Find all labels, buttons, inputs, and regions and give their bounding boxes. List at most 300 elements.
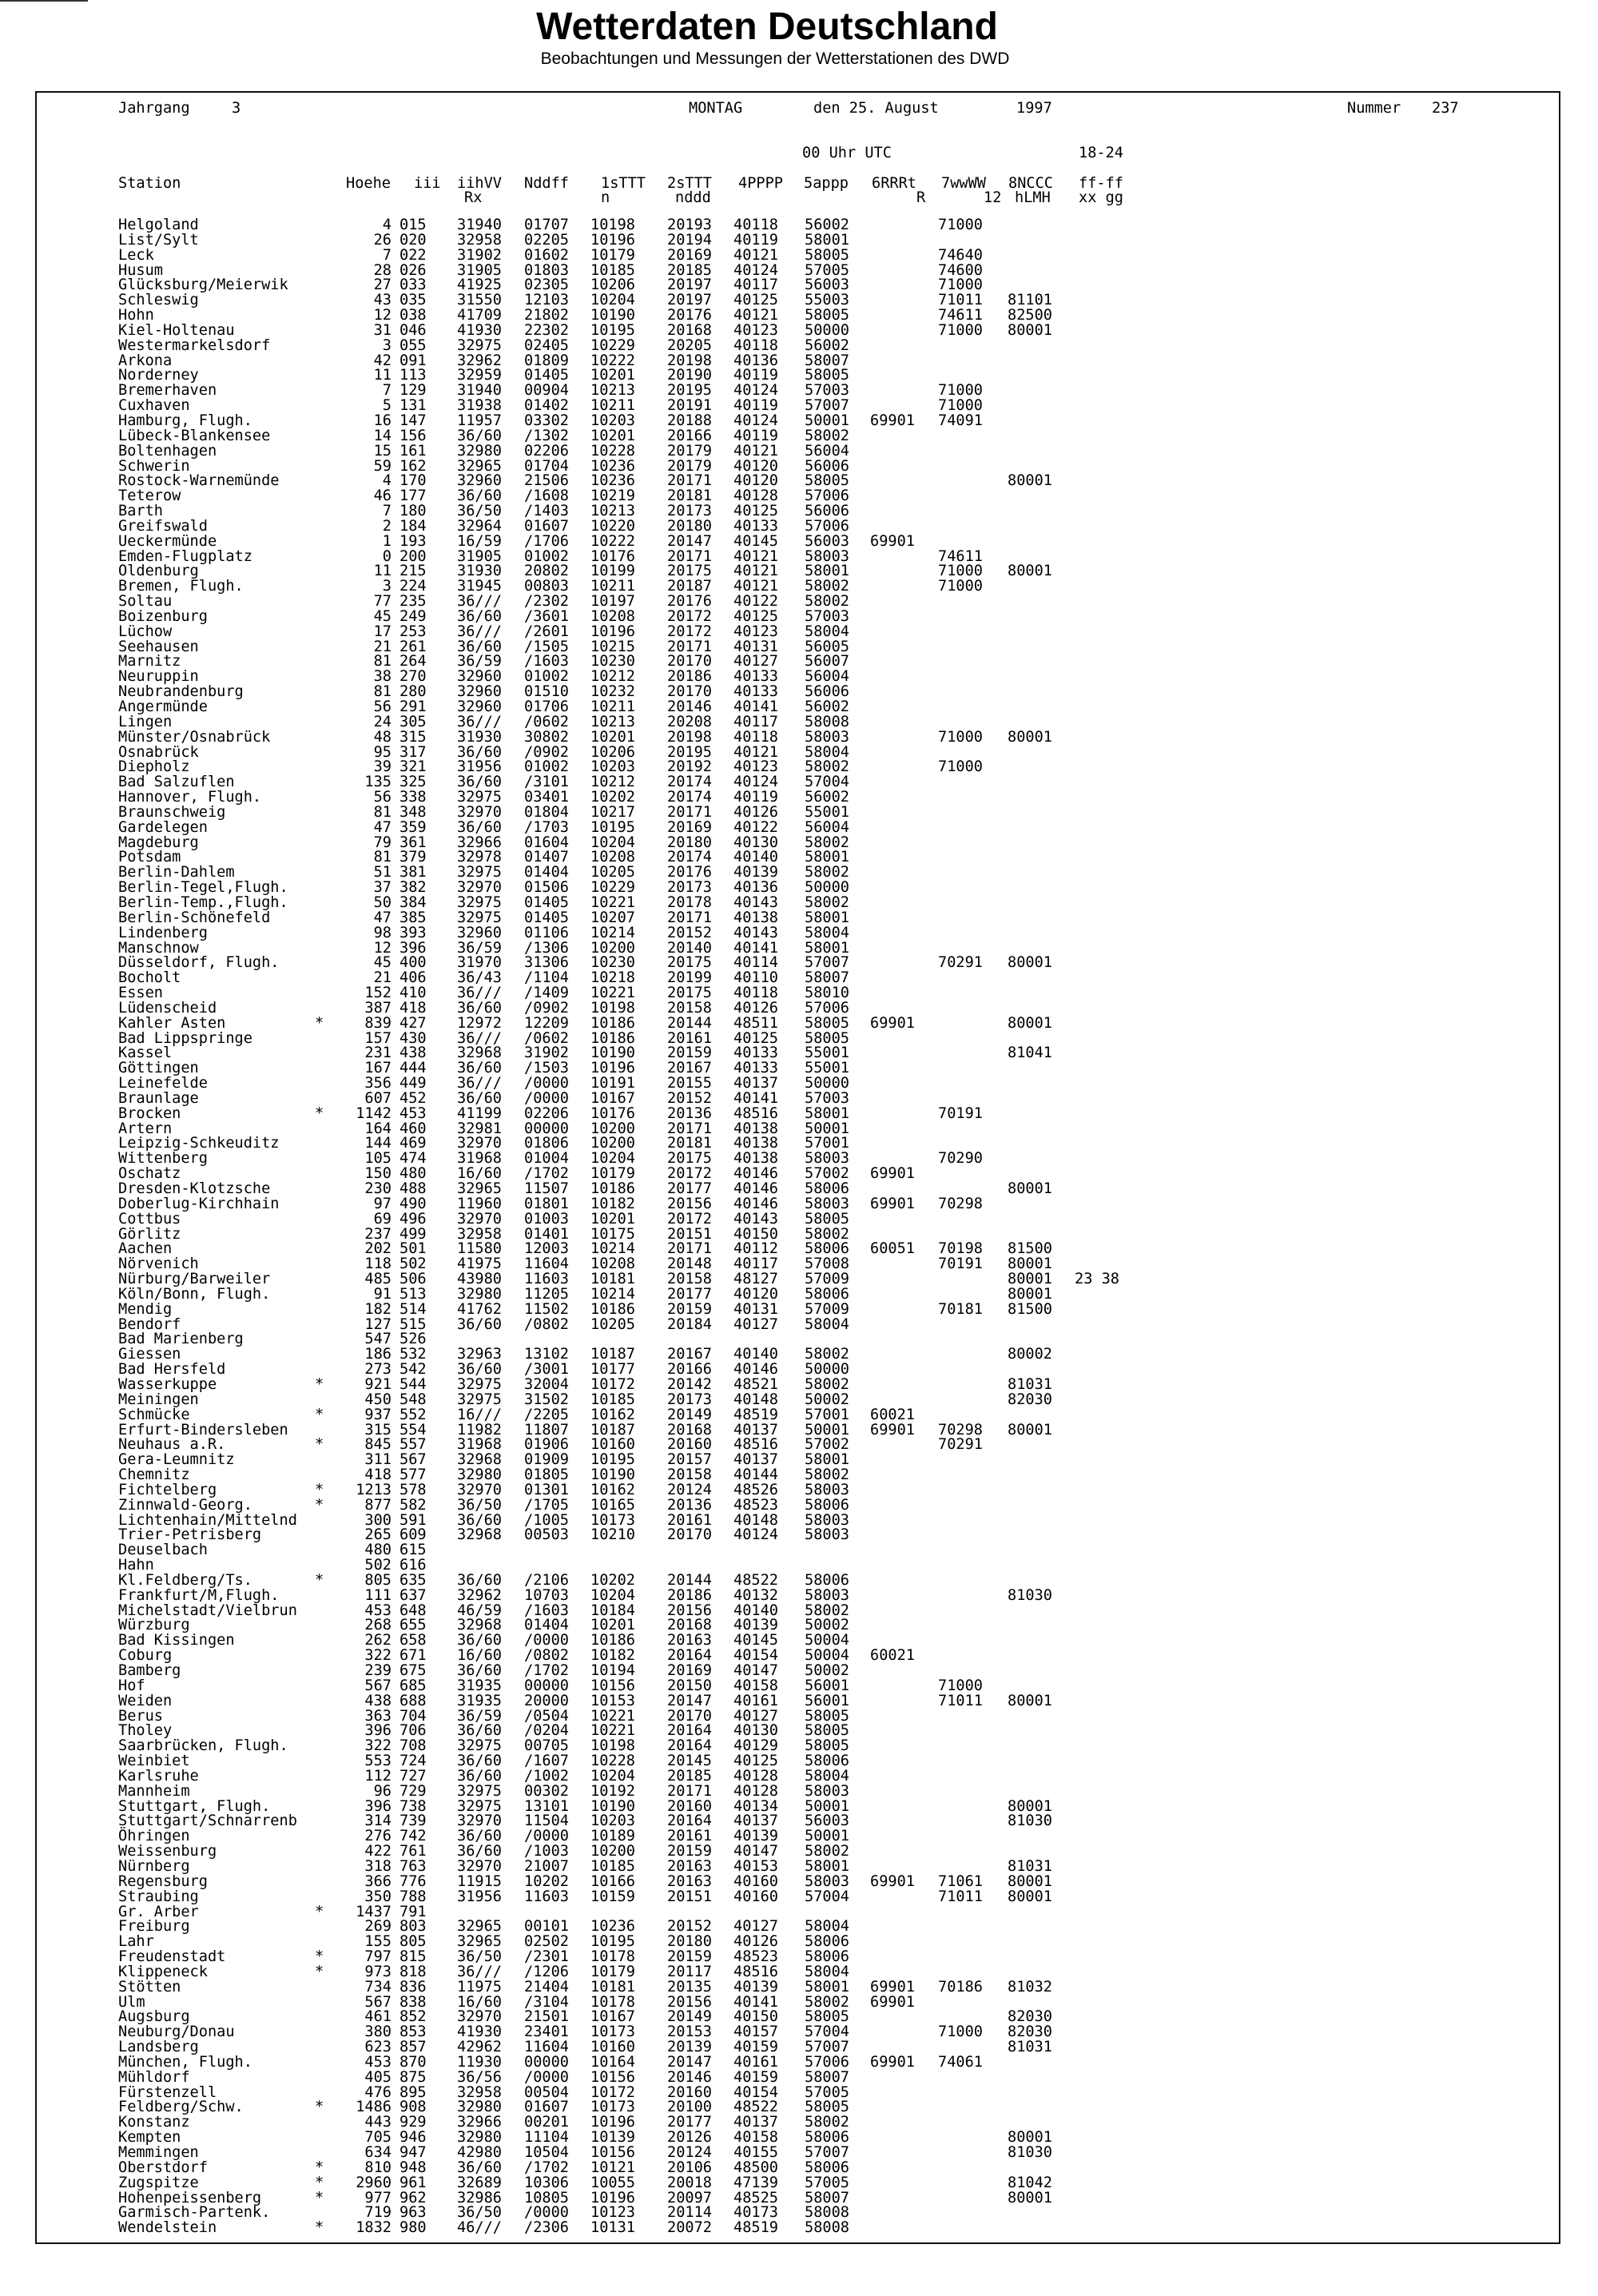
station-height: 502	[364, 1557, 392, 1574]
station-name: Brocken	[118, 1104, 181, 1122]
station-name: Stötten	[118, 1978, 181, 1996]
col-n: n	[601, 189, 610, 206]
station-value: 11957	[457, 412, 502, 429]
station-name: Bremerhaven	[118, 382, 217, 400]
station-height: 45	[373, 607, 392, 625]
station-value: 10200	[590, 1843, 635, 1860]
station-value: 10210	[590, 1526, 635, 1544]
station-value: 00904	[524, 382, 569, 400]
station-value: 10205	[590, 1315, 635, 1333]
station-value: 32960	[457, 683, 502, 701]
col-iii: iii	[414, 175, 441, 192]
station-value: 40139	[733, 1617, 778, 1634]
station-name: Konstanz	[118, 2114, 190, 2131]
station-name: Angermünde	[118, 698, 208, 715]
station-value: 57007	[805, 954, 849, 972]
station-value: 71000	[938, 758, 983, 776]
station-value: 40122	[733, 818, 778, 836]
station-value: 36/60	[457, 1060, 502, 1077]
station-value: /0802	[524, 1315, 569, 1333]
station-id: 215	[400, 563, 427, 580]
period-label: 18-24	[1079, 145, 1123, 161]
station-id: 249	[400, 607, 427, 625]
station-value: /1409	[524, 985, 569, 1002]
station-name: Neuhaus a.R.	[118, 1436, 226, 1454]
station-row	[118, 2161, 1237, 2176]
station-value: 40146	[733, 1180, 778, 1197]
station-value: 02305	[524, 277, 569, 294]
station-name: Diepholz	[118, 758, 190, 776]
station-id: 177	[400, 487, 427, 505]
station-name: Weissenburg	[118, 1843, 217, 1860]
station-value: 32960	[457, 698, 502, 715]
station-value: 10207	[590, 909, 635, 926]
station-height: 4	[382, 217, 392, 233]
station-value: 20164	[667, 1813, 712, 1830]
station-value: 36/60	[457, 1361, 502, 1379]
station-value: 58003	[805, 547, 849, 565]
station-value: /0000	[524, 2068, 569, 2086]
station-value: 32962	[457, 352, 502, 369]
station-height: 380	[364, 2023, 392, 2041]
station-value: /0000	[524, 1089, 569, 1107]
station-height: 921	[364, 1375, 392, 1393]
station-id: 261	[400, 638, 427, 655]
station-value: 40130	[733, 1722, 778, 1740]
station-value: 10185	[590, 261, 635, 279]
station-value: 41930	[457, 321, 502, 339]
station-value: 01002	[524, 758, 569, 776]
station-height: 98	[373, 924, 392, 941]
station-value: 10186	[590, 1632, 635, 1649]
station-id: 438	[400, 1045, 427, 1062]
station-value: 48523	[733, 1496, 778, 1514]
station-id: 815	[400, 1948, 427, 1966]
col-7wwww: 7wwWW	[941, 175, 986, 192]
station-value: 31905	[457, 547, 502, 565]
station-value: 10179	[590, 1165, 635, 1183]
station-name: Soltau	[118, 593, 173, 611]
station-value: 20192	[667, 758, 712, 776]
station-value: 10203	[590, 1813, 635, 1830]
station-value: 01402	[524, 397, 569, 415]
station-value: 20146	[667, 2068, 712, 2086]
station-value: 10167	[590, 2008, 635, 2026]
station-value: 10191	[590, 1075, 635, 1092]
station-value: 11603	[524, 1888, 569, 1905]
station-value: 50001	[805, 1421, 849, 1438]
station-name: Oldenburg	[118, 563, 199, 580]
station-value: 10232	[590, 683, 635, 701]
station-id: 615	[400, 1542, 427, 1559]
station-name: Chemnitz	[118, 1466, 190, 1484]
station-value: 20114	[667, 2204, 712, 2222]
station-name: Mannheim	[118, 1782, 190, 1800]
station-value: 58006	[805, 1571, 849, 1589]
station-value: 36/60	[457, 999, 502, 1017]
station-value: 10175	[590, 1225, 635, 1243]
station-value: 58002	[805, 758, 849, 776]
station-value: 02502	[524, 1933, 569, 1951]
station-value: 40155	[733, 2144, 778, 2161]
station-height: 453	[364, 1602, 392, 1619]
station-value: 31938	[457, 397, 502, 415]
station-value: 10212	[590, 774, 635, 791]
station-name: Freiburg	[118, 1918, 190, 1936]
station-value: 20161	[667, 1511, 712, 1529]
station-id: 490	[400, 1195, 427, 1212]
station-value: 20150	[667, 1677, 712, 1694]
station-value: 10186	[590, 1014, 635, 1032]
station-value: 60021	[870, 1406, 915, 1423]
station-value: 10208	[590, 1255, 635, 1273]
station-value: 40124	[733, 774, 778, 791]
station-value: /1206	[524, 1963, 569, 1980]
station-id: 818	[400, 1963, 427, 1980]
station-row	[118, 625, 1237, 640]
station-value: 69901	[870, 1872, 915, 1890]
station-value: 50000	[805, 1075, 849, 1092]
station-height: 276	[364, 1828, 392, 1845]
station-value: 10213	[590, 713, 635, 730]
station-value: /1403	[524, 503, 569, 520]
station-height: 43	[373, 292, 392, 309]
station-name: Boizenburg	[118, 607, 208, 625]
station-value: 80001	[1008, 1872, 1052, 1890]
station-value: 46/59	[457, 1602, 502, 1619]
station-value: 58002	[805, 578, 849, 595]
station-value: 20173	[667, 879, 712, 897]
station-value: /1505	[524, 638, 569, 655]
station-height: 396	[364, 1722, 392, 1740]
station-id: 908	[400, 2099, 427, 2116]
station-id: 648	[400, 1602, 427, 1619]
station-value: 20171	[667, 638, 712, 655]
station-value: 36/60	[457, 743, 502, 761]
station-value: /1603	[524, 653, 569, 670]
station-value: 03302	[524, 412, 569, 429]
station-id: 499	[400, 1225, 427, 1243]
station-value: 58008	[805, 2219, 849, 2237]
station-value: 23401	[524, 2023, 569, 2041]
station-value: 70191	[938, 1104, 983, 1122]
station-height: 268	[364, 1617, 392, 1634]
station-id: 708	[400, 1737, 427, 1755]
station-value: 58004	[805, 924, 849, 941]
col-xxgg: xx gg	[1079, 189, 1123, 206]
station-value: 20171	[667, 803, 712, 821]
station-height: 1142	[356, 1104, 392, 1122]
station-id: 502	[400, 1255, 427, 1273]
station-name: Fürstenzell	[118, 2083, 217, 2101]
station-height: 1486	[356, 2099, 392, 2116]
station-star: *	[315, 1903, 324, 1920]
station-value: 58002	[805, 2114, 849, 2131]
station-value: 10121	[590, 2159, 635, 2176]
station-value: 58001	[805, 1978, 849, 1996]
station-value: 31956	[457, 1888, 502, 1905]
station-value: 31940	[457, 382, 502, 400]
station-value: /1003	[524, 1843, 569, 1860]
station-value: 40126	[733, 803, 778, 821]
station-id: 724	[400, 1753, 427, 1770]
station-value: 80001	[1008, 2129, 1052, 2147]
station-value: 40127	[733, 653, 778, 670]
station-value: 40131	[733, 638, 778, 655]
station-height: 350	[364, 1888, 392, 1905]
station-value: 81041	[1008, 1045, 1052, 1062]
station-value: 32965	[457, 457, 502, 475]
station-value: 20177	[667, 1285, 712, 1303]
station-value: 40118	[733, 728, 778, 746]
station-value: 40119	[733, 367, 778, 384]
station-id: 444	[400, 1060, 427, 1077]
station-value: 20167	[667, 1060, 712, 1077]
station-height: 167	[364, 1060, 392, 1077]
station-id: 305	[400, 713, 427, 730]
station-height: 21	[373, 969, 392, 987]
station-value: 32975	[457, 909, 502, 926]
station-row	[118, 1694, 1237, 1709]
station-id: 406	[400, 969, 427, 987]
station-row	[118, 1769, 1237, 1785]
station-value: 32980	[457, 2099, 502, 2116]
station-value: 41975	[457, 1255, 502, 1273]
station-value: 40137	[733, 1451, 778, 1469]
station-value: 01404	[524, 864, 569, 881]
station-value: 01510	[524, 683, 569, 701]
station-value: 36/60	[457, 1632, 502, 1649]
station-value: /3101	[524, 774, 569, 791]
station-row	[118, 715, 1237, 730]
station-value: 20163	[667, 1872, 712, 1890]
station-row	[118, 1679, 1237, 1694]
station-value: 10214	[590, 924, 635, 941]
station-value: 20152	[667, 1918, 712, 1936]
station-value: 56004	[805, 818, 849, 836]
station-id: 020	[400, 231, 427, 249]
station-value: 57009	[805, 1300, 849, 1318]
station-value: /0000	[524, 2204, 569, 2222]
station-value: 10196	[590, 2114, 635, 2131]
station-height: 27	[373, 277, 392, 294]
station-value: 36/50	[457, 503, 502, 520]
station-name: Nürnberg	[118, 1857, 190, 1875]
station-value: 58001	[805, 231, 849, 249]
station-id: 480	[400, 1165, 427, 1183]
station-value: 40146	[733, 1361, 778, 1379]
station-value: 50001	[805, 1828, 849, 1845]
station-height: 839	[364, 1014, 392, 1032]
station-value: 20169	[667, 246, 712, 264]
col-iihvv: iihVV	[457, 175, 502, 192]
station-value: 00705	[524, 1737, 569, 1755]
station-value: 32975	[457, 864, 502, 881]
station-value: 31935	[457, 1677, 502, 1694]
station-value: 16/60	[457, 1165, 502, 1183]
station-value: 10218	[590, 969, 635, 987]
station-name: Leipzig-Schkeuditz	[118, 1135, 280, 1152]
station-value: 10198	[590, 217, 635, 233]
station-value: 58002	[805, 593, 849, 611]
station-value: 58001	[805, 939, 849, 957]
station-value: 20172	[667, 623, 712, 640]
station-value: 40146	[733, 1165, 778, 1183]
station-value: 57001	[805, 1406, 849, 1423]
station-id: 129	[400, 382, 427, 400]
station-value: 32975	[457, 1797, 502, 1815]
station-value: 10236	[590, 1918, 635, 1936]
station-value: 20160	[667, 1436, 712, 1454]
station-height: 81	[373, 849, 392, 866]
station-value: 10153	[590, 1692, 635, 1709]
station-value: 20186	[667, 668, 712, 686]
station-name: Dresden-Klotzsche	[118, 1180, 271, 1197]
station-height: 230	[364, 1180, 392, 1197]
station-value: 11504	[524, 1813, 569, 1830]
station-value: 01506	[524, 879, 569, 897]
station-id: 577	[400, 1466, 427, 1484]
station-id: 838	[400, 1993, 427, 2011]
station-height: 118	[364, 1255, 392, 1273]
station-value: /1702	[524, 1165, 569, 1183]
station-id: 552	[400, 1406, 427, 1423]
station-value: 10186	[590, 1180, 635, 1197]
station-value: 20158	[667, 999, 712, 1017]
station-value: 31970	[457, 954, 502, 972]
station-value: 70291	[938, 1436, 983, 1454]
station-height: 396	[364, 1797, 392, 1815]
station-value: 40118	[733, 336, 778, 354]
station-value: 56005	[805, 638, 849, 655]
station-value: 10200	[590, 939, 635, 957]
station-height: 810	[364, 2159, 392, 2176]
station-value: 40138	[733, 1135, 778, 1152]
station-value: 36///	[457, 1963, 502, 1980]
station-value: 20152	[667, 1089, 712, 1107]
station-value: 56001	[805, 1677, 849, 1694]
station-name: Neuruppin	[118, 668, 199, 686]
station-height: 39	[373, 758, 392, 776]
station-value: 31930	[457, 563, 502, 580]
station-value: 10206	[590, 743, 635, 761]
station-value: 80001	[1008, 2189, 1052, 2206]
station-id: 616	[400, 1557, 427, 1574]
station-value: 32975	[457, 1375, 502, 1393]
station-value: 01002	[524, 668, 569, 686]
station-row	[118, 893, 1237, 911]
station-value: 20158	[667, 1466, 712, 1484]
station-value: 40133	[733, 1045, 778, 1062]
station-value: 10185	[590, 1391, 635, 1408]
station-value: 81032	[1008, 1978, 1052, 1996]
station-value: 31902	[524, 1045, 569, 1062]
station-name: Cottbus	[118, 1210, 181, 1228]
station-value: 71000	[938, 397, 983, 415]
station-height: 461	[364, 2008, 392, 2026]
station-id: 548	[400, 1391, 427, 1408]
station-value: 56004	[805, 442, 849, 460]
station-value: 70191	[938, 1255, 983, 1273]
station-name: Kempten	[118, 2129, 181, 2147]
station-height: 273	[364, 1361, 392, 1379]
station-value: 40139	[733, 864, 778, 881]
station-value: 10055	[590, 2174, 635, 2191]
station-value: 58005	[805, 2099, 849, 2116]
station-name: Bendorf	[118, 1315, 181, 1333]
station-value: 20177	[667, 1180, 712, 1197]
station-name: Regensburg	[118, 1872, 208, 1890]
station-value: 20117	[667, 1963, 712, 1980]
station-value: 20168	[667, 1617, 712, 1634]
station-value: 11603	[524, 1271, 569, 1288]
station-value: 58005	[805, 1014, 849, 1032]
col-1sttt: 1sTTT	[601, 175, 646, 192]
station-value: 70298	[938, 1421, 983, 1438]
station-name: Hahn	[118, 1557, 154, 1574]
time-label: 00 Uhr UTC	[802, 145, 892, 161]
station-value: 71011	[938, 1888, 983, 1905]
station-value: 10172	[590, 1375, 635, 1393]
station-value: 10160	[590, 1436, 635, 1454]
station-value: 32975	[457, 789, 502, 806]
station-value: 20195	[667, 382, 712, 400]
station-value: 36/60	[457, 487, 502, 505]
station-value: 56002	[805, 789, 849, 806]
station-value: 40124	[733, 1526, 778, 1544]
station-id: 857	[400, 2039, 427, 2056]
station-value: 40131	[733, 1300, 778, 1318]
station-id: 675	[400, 1662, 427, 1679]
station-name: Osnabrück	[118, 743, 199, 761]
station-value: 20199	[667, 969, 712, 987]
station-value: 40121	[733, 246, 778, 264]
station-value: 48521	[733, 1375, 778, 1393]
station-name: Augsburg	[118, 2008, 190, 2026]
station-row	[118, 1408, 1237, 1423]
station-value: 10156	[590, 2144, 635, 2161]
station-name: Lüdenscheid	[118, 999, 217, 1017]
station-id: 727	[400, 1767, 427, 1785]
station-row	[118, 2068, 1237, 2086]
station-height: 300	[364, 1511, 392, 1529]
station-value: 81030	[1008, 2144, 1052, 2161]
station-id: 609	[400, 1526, 427, 1544]
station-value: 20175	[667, 985, 712, 1002]
station-value: 58005	[805, 472, 849, 490]
station-value: 20136	[667, 1104, 712, 1122]
station-value: 23 38	[1075, 1271, 1119, 1288]
station-value: 10229	[590, 336, 635, 354]
station-id: 427	[400, 1014, 427, 1032]
station-height: 26	[373, 231, 392, 249]
station-id: 554	[400, 1421, 427, 1438]
station-name: Barth	[118, 503, 163, 520]
station-height: 186	[364, 1346, 392, 1363]
station-value: 58003	[805, 1586, 849, 1604]
station-value: 10196	[590, 1060, 635, 1077]
station-value: 32970	[457, 1210, 502, 1228]
station-value: 20147	[667, 532, 712, 550]
station-name: Essen	[118, 985, 163, 1002]
station-value: 36/60	[457, 638, 502, 655]
station-value: 10156	[590, 1677, 635, 1694]
station-id: 852	[400, 2008, 427, 2026]
station-id: 453	[400, 1104, 427, 1122]
station-value: 40123	[733, 623, 778, 640]
station-value: 10186	[590, 1300, 635, 1318]
station-value: 40143	[733, 1210, 778, 1228]
